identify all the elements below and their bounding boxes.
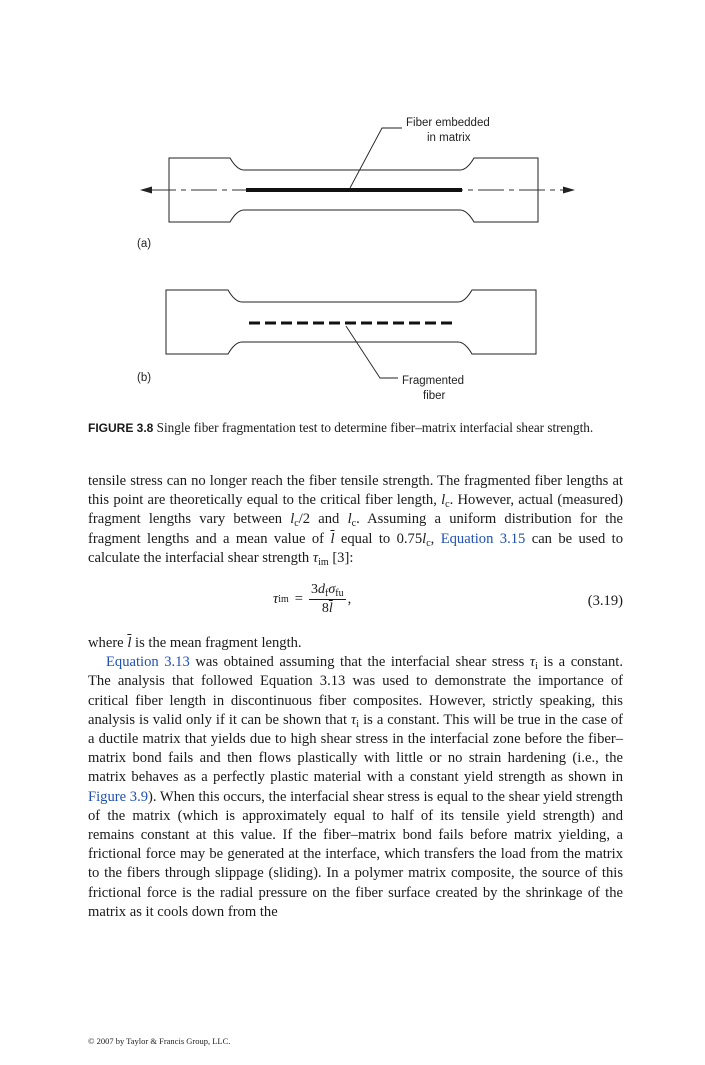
text-run: tensile stress can no longer reach the fiber tensile strength. The fragmented fiber lengths at this point are theoretically equal to the critical fiber length,	[88, 473, 623, 509]
panel-a-label: (a)	[137, 238, 152, 250]
eq-trailing-comma: ,	[347, 590, 352, 607]
callout-a-line2: in matrix	[427, 132, 471, 144]
symbol-lc: l	[422, 530, 427, 547]
symbol-lc: l	[290, 511, 295, 528]
subscript: f	[325, 588, 329, 600]
fragmentation-test-figure	[0, 0, 705, 420]
subscript: c	[294, 518, 299, 530]
callout-leader-a	[350, 128, 402, 188]
eq-fraction	[309, 582, 346, 617]
text-run: [3]:	[328, 549, 354, 566]
text-run: . However, actual (measured) fragment lengths vary between	[88, 492, 623, 528]
eq-numerator	[309, 582, 346, 600]
eq-denominator	[322, 600, 333, 617]
text-run: ,	[430, 530, 441, 547]
text-run: ). When this occurs, the interfacial shear stress is equal to the shear yield strength of the matrix (which is approximately equal to half of its tensile yield strength) and remains constant at this value. If the fiber–matrix bond fails before matrix yielding, a frictional force may be generated at the interface, which transfers the load from the matrix to the fibers through slippage (sliding). In a polymer matrix composite, the source of this frictional force is the radial pressure on the fiber surface created by the shrinkage of the matrix as it cools down from the	[88, 788, 623, 920]
text-run: was obtained assuming that the interfacial shear stress	[189, 654, 530, 671]
equation-3-19	[88, 574, 623, 632]
paragraph-2	[88, 653, 623, 922]
symbol-tau: τ	[351, 711, 357, 728]
eq-num-sigma: σ	[328, 582, 336, 598]
arrow-right-icon	[563, 187, 575, 194]
eq-lhs: τ	[273, 590, 279, 607]
symbol-tau: τ	[312, 549, 319, 566]
paragraph-1	[88, 472, 623, 568]
copyright-footer: © 2007 by Taylor & Francis Group, LLC.	[88, 1036, 231, 1046]
symbol-l-bar: $\overline{l}$	[127, 635, 132, 652]
eq-equals: =	[294, 590, 304, 607]
text-run: is a constant. This will be true in the case of a ductile matrix that yields due to high shear stress in the interfacial zone before the fiber–matrix bond fails and then flows plastically with little or no strain hardening (i.e., the matrix behaves as a perfectly plastic material with a constant yield strength as shown in	[88, 711, 623, 786]
callout-b-line2: fiber	[423, 390, 446, 402]
panel-b-label: (b)	[137, 372, 152, 384]
symbol-lc: l	[441, 492, 446, 509]
eq-den-coef: 8	[321, 601, 329, 617]
caption-text: Single fiber fragmentation test to determine fiber–matrix interfacial shear strength.	[156, 420, 594, 435]
figure-caption	[88, 419, 623, 437]
symbol-tau: τ	[529, 654, 536, 671]
callout-a-line1: Fiber embedded	[406, 117, 490, 129]
symbol-lc: l	[347, 511, 352, 528]
arrow-left-icon	[140, 187, 152, 194]
equation-number: (3.19)	[587, 593, 623, 610]
equation-3-13-link[interactable]: Equation 3.13	[106, 654, 190, 671]
callout-b-line1: Fragmented	[402, 375, 465, 387]
subscript: c	[445, 499, 450, 511]
figure-3-9-link[interactable]: Figure 3.9	[88, 788, 149, 805]
text-run: where	[88, 635, 128, 652]
body-text	[88, 472, 623, 922]
text-run: . Assuming a uniform distribution for the fragment lengths and a mean value of	[88, 511, 623, 547]
subscript: i	[535, 661, 538, 673]
subscript: im	[318, 556, 329, 568]
equation-body: τ im = $\frac{3d_f\sigma_{fu}}{8\overline{l}}$ ,	[273, 582, 352, 617]
symbol-l-bar: $\overline{l}$	[330, 530, 335, 547]
eq-num-d: d	[318, 582, 326, 598]
where-line	[88, 634, 623, 653]
callout-leader-b	[346, 326, 398, 378]
text-run: is a constant. The analysis that followed Equation 3.13 was used to demonstrate the importance of critical fiber length in discontinuous fiber composites. However, strictly speaking, this analysis is valid only if it can be shown that	[88, 654, 623, 728]
eq-num-coef: 3	[311, 582, 319, 598]
eq-den-l-bar: $\overline{l}$	[328, 601, 333, 617]
text-run: /2 and	[298, 511, 348, 528]
subscript: c	[351, 518, 357, 530]
equation-3-15-link[interactable]: Equation 3.15	[440, 530, 526, 547]
text-run: is the mean fragment length.	[131, 635, 302, 652]
subscript: i	[356, 718, 360, 730]
text-run: can be used to calculate the interfacial shear strength	[88, 530, 623, 566]
subscript: c	[426, 537, 431, 549]
text-run: equal to 0.75	[334, 530, 423, 547]
caption-label: FIGURE 3.8	[88, 421, 154, 435]
subscript: fu	[335, 588, 344, 600]
